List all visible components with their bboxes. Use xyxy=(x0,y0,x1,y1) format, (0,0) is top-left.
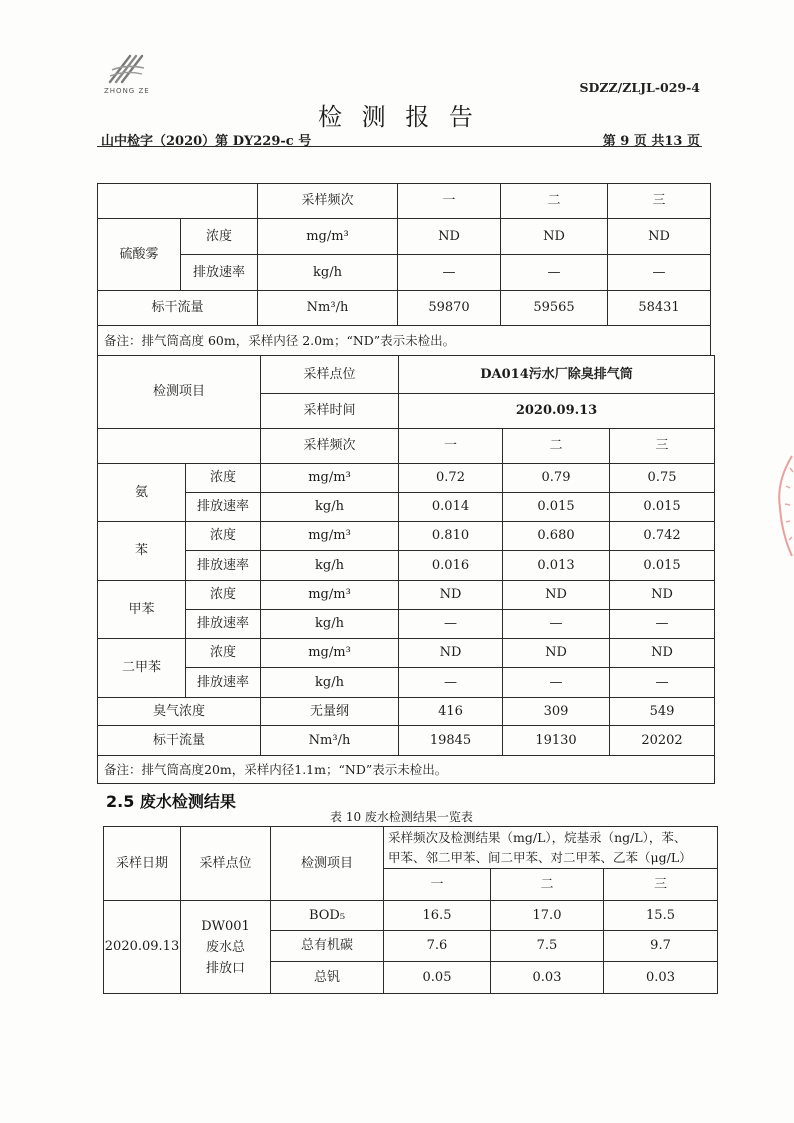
table-row xyxy=(98,698,715,726)
point-line: 废水总 xyxy=(205,939,245,955)
value-cell: 0.05 xyxy=(384,962,491,994)
param-label: 标干流量 xyxy=(98,291,258,326)
param-label: 排放速率 xyxy=(186,493,261,522)
value-cell: 58431 xyxy=(608,291,711,326)
table-note: 备注：排气筒高度20m，采样内径1.1m；“ND”表示未检出。 xyxy=(98,756,715,784)
value-cell: 59870 xyxy=(398,291,501,326)
value-cell: 0.014 xyxy=(399,493,503,522)
value-cell: 0.75 xyxy=(610,464,715,493)
value-cell: 17.0 xyxy=(491,901,604,931)
freq-cell: 三 xyxy=(610,429,715,464)
unit-cell: mg/m³ xyxy=(261,639,399,668)
freq-cell: 二 xyxy=(501,184,608,219)
sampling-time: 2020.09.13 xyxy=(399,394,715,429)
param-label: 浓度 xyxy=(186,639,261,668)
freq-label: 采样频次 xyxy=(258,184,398,219)
value-cell: 0.680 xyxy=(503,522,610,551)
value-cell: ND xyxy=(608,219,711,255)
value-cell: — xyxy=(610,668,715,698)
value-cell: — xyxy=(399,668,503,698)
page-title: 检 测 报 告 xyxy=(318,103,479,131)
item-cell: 总有机碳 xyxy=(271,931,384,962)
param-label: 排放速率 xyxy=(186,551,261,581)
unit-cell: mg/m³ xyxy=(261,522,399,551)
value-cell: 19845 xyxy=(399,726,503,756)
pollutant-name: 硫酸雾 xyxy=(98,219,181,291)
param-label: 排放速率 xyxy=(181,255,258,291)
table-caption: 表 10 废水检测结果一览表 xyxy=(330,810,473,824)
table-row xyxy=(98,551,715,581)
table-row xyxy=(98,522,715,551)
value-cell: — xyxy=(503,668,610,698)
value-cell: ND xyxy=(501,219,608,255)
table-row xyxy=(98,668,715,698)
freq-cell: 二 xyxy=(503,429,610,464)
table-row xyxy=(98,756,715,784)
value-cell: — xyxy=(398,255,501,291)
header-divider xyxy=(97,146,702,147)
sampling-date: 2020.09.13 xyxy=(104,901,181,994)
unit-cell: Nm³/h xyxy=(258,291,398,326)
pollutant-name: 甲苯 xyxy=(98,581,186,639)
value-cell: 549 xyxy=(610,698,715,726)
point-line: DW001 xyxy=(201,918,250,934)
item-cell: 总钒 xyxy=(271,962,384,994)
item-cell: BOD₅ xyxy=(271,901,384,931)
value-cell: ND xyxy=(610,581,715,610)
table-row xyxy=(98,184,711,219)
table-row xyxy=(98,356,715,394)
company-logo-icon xyxy=(104,52,150,86)
value-cell: ND xyxy=(399,581,503,610)
table-row xyxy=(98,464,715,493)
table-note: 备注：排气筒高度 60m，采样内径 2.0m；“ND”表示未检出。 xyxy=(98,326,711,356)
point-header: 采样点位 xyxy=(181,827,271,901)
table-row xyxy=(98,493,715,522)
value-cell: ND xyxy=(399,639,503,668)
param-label: 浓度 xyxy=(186,522,261,551)
param-label: 臭气浓度 xyxy=(98,698,261,726)
value-cell: 0.015 xyxy=(610,493,715,522)
freq-label: 采样频次 xyxy=(261,429,399,464)
wastewater-results-table xyxy=(103,826,718,994)
freq-cell: 一 xyxy=(398,184,501,219)
value-cell: — xyxy=(610,610,715,639)
unit-cell: mg/m³ xyxy=(261,464,399,493)
value-cell: 0.72 xyxy=(399,464,503,493)
value-cell: 15.5 xyxy=(604,901,718,931)
pollutant-name: 氨 xyxy=(98,464,186,522)
value-cell: 0.03 xyxy=(604,962,718,994)
point-label: 采样点位 xyxy=(261,356,399,394)
value-cell: 309 xyxy=(503,698,610,726)
table-row xyxy=(104,827,718,869)
value-cell: 0.016 xyxy=(399,551,503,581)
unit-cell: Nm³/h xyxy=(261,726,399,756)
result-header xyxy=(384,827,718,869)
blank-cell xyxy=(98,429,261,464)
value-cell: 7.6 xyxy=(384,931,491,962)
value-cell: 0.013 xyxy=(503,551,610,581)
value-cell: ND xyxy=(398,219,501,255)
table-row xyxy=(98,219,711,255)
point-line: 排放口 xyxy=(205,960,245,976)
value-cell: ND xyxy=(503,639,610,668)
table-row xyxy=(98,291,711,326)
value-cell: 9.7 xyxy=(604,931,718,962)
param-label: 浓度 xyxy=(181,219,258,255)
value-cell: 416 xyxy=(399,698,503,726)
freq-cell: 二 xyxy=(491,869,604,901)
unit-cell: mg/m³ xyxy=(261,581,399,610)
param-label: 标干流量 xyxy=(98,726,261,756)
table-row xyxy=(98,639,715,668)
table-row xyxy=(98,429,715,464)
value-cell: — xyxy=(501,255,608,291)
sulfuric-acid-mist-table xyxy=(97,183,711,356)
report-number: 山中检字（2020）第 DY229-c 号 xyxy=(101,134,312,149)
sampling-point: DA014污水厂除臭排气筒 xyxy=(399,356,715,394)
value-cell: — xyxy=(399,610,503,639)
param-label: 排放速率 xyxy=(186,610,261,639)
item-header: 检测项目 xyxy=(271,827,384,901)
value-cell: ND xyxy=(503,581,610,610)
value-cell: 16.5 xyxy=(384,901,491,931)
logo-text: ZHONG ZE xyxy=(104,87,150,95)
value-cell: 0.810 xyxy=(399,522,503,551)
table-row xyxy=(98,726,715,756)
unit-cell: kg/h xyxy=(261,551,399,581)
unit-cell: kg/h xyxy=(261,668,399,698)
table-row xyxy=(98,610,715,639)
value-cell: 7.5 xyxy=(491,931,604,962)
section-title: 2.5 废水检测结果 xyxy=(106,792,236,811)
pollutant-name: 苯 xyxy=(98,522,186,581)
table-row xyxy=(98,326,711,356)
page-info: 第 9 页 共13 页 xyxy=(602,134,700,149)
value-cell: 59565 xyxy=(501,291,608,326)
param-label: 浓度 xyxy=(186,581,261,610)
seal-fragment-icon xyxy=(772,452,794,560)
freq-cell: 一 xyxy=(399,429,503,464)
blank-cell xyxy=(98,184,258,219)
freq-cell: 三 xyxy=(604,869,718,901)
table-row xyxy=(104,901,718,931)
value-cell: — xyxy=(503,610,610,639)
result-header-line: 甲苯、邻二甲苯、间二甲苯、对二甲苯、乙苯（μg/L） xyxy=(388,849,692,865)
item-label: 检测项目 xyxy=(98,356,261,429)
value-cell: 0.742 xyxy=(610,522,715,551)
unit-cell: kg/h xyxy=(261,610,399,639)
value-cell: 0.03 xyxy=(491,962,604,994)
value-cell: 0.015 xyxy=(503,493,610,522)
table-row xyxy=(98,255,711,291)
date-header: 采样日期 xyxy=(104,827,181,901)
value-cell: 20202 xyxy=(610,726,715,756)
value-cell: 19130 xyxy=(503,726,610,756)
value-cell: — xyxy=(608,255,711,291)
param-label: 排放速率 xyxy=(186,668,261,698)
unit-cell: kg/h xyxy=(258,255,398,291)
value-cell: ND xyxy=(610,639,715,668)
unit-cell: mg/m³ xyxy=(258,219,398,255)
param-label: 浓度 xyxy=(186,464,261,493)
document-code: SDZZ/ZLJL-029-4 xyxy=(579,80,700,95)
value-cell: 0.015 xyxy=(610,551,715,581)
freq-cell: 一 xyxy=(384,869,491,901)
odor-exhaust-table xyxy=(97,355,715,784)
value-cell: 0.79 xyxy=(503,464,610,493)
unit-cell: 无量纲 xyxy=(261,698,399,726)
table-row xyxy=(98,581,715,610)
freq-cell: 三 xyxy=(608,184,711,219)
sampling-point xyxy=(181,901,271,994)
unit-cell: kg/h xyxy=(261,493,399,522)
pollutant-name: 二甲苯 xyxy=(98,639,186,698)
time-label: 采样时间 xyxy=(261,394,399,429)
result-header-line: 采样频次及检测结果（mg/L），烷基汞（ng/L），苯、 xyxy=(388,829,687,845)
